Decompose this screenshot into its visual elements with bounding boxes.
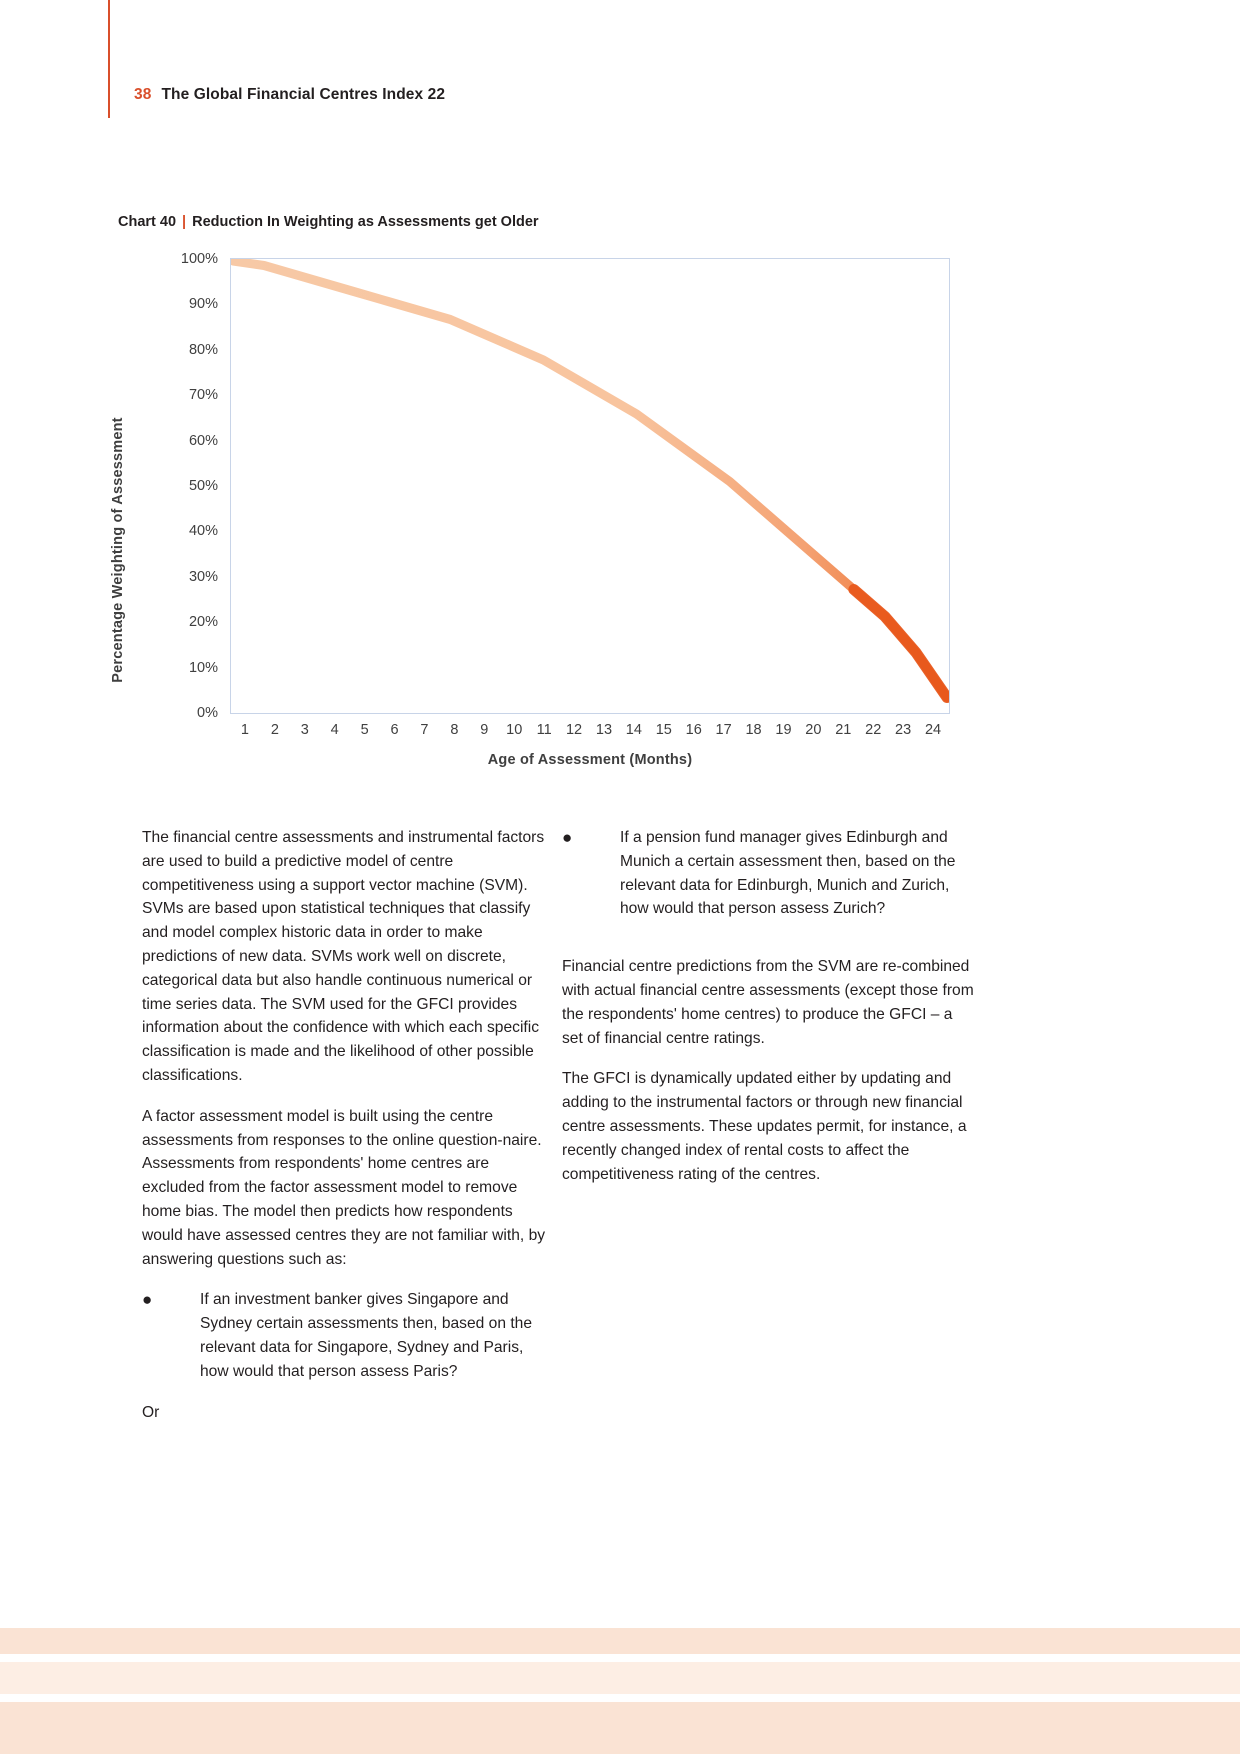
footer-band-middle <box>0 1662 1240 1694</box>
x-tick-label: 13 <box>595 722 613 738</box>
page-number: 38 <box>134 86 152 103</box>
paragraph-svm-description: The financial centre assessments and instrumental factors are used to build a predictive model of centre competitiveness using a support vector machine (SVM). SVMs are based upon statistical techniques that classify and model complex historic data in order to make predictions of new data. SVMs work well on discrete, categorical data but also handle continuous numerical or time series data. The SVM used for the GFCI provides information about the confidence with which each specific classification is made and the likelihood of other possible classifications. <box>142 829 545 1084</box>
x-tick-label: 19 <box>775 722 792 738</box>
x-tick-label: 23 <box>895 722 912 738</box>
body-column-left <box>142 826 552 1441</box>
x-axis-title: Age of Assessment (Months) <box>487 752 693 768</box>
chart-40 <box>110 250 998 790</box>
x-tick-label: 18 <box>745 722 762 738</box>
y-tick-label: 20% <box>188 614 218 631</box>
x-tick-label: 20 <box>805 722 822 738</box>
or-connector-text: Or <box>142 1403 160 1421</box>
header-accent-rule <box>108 0 110 118</box>
y-tick-label: 50% <box>188 478 218 494</box>
footer-band-lower <box>0 1702 1240 1754</box>
bullet-investment-banker-text: If an investment banker gives Singapore and Sydney certain assessments then, based on the relevant data for Singapore, Sydney and Paris, how would that person assess Paris? <box>200 1291 532 1380</box>
chart-caption-title: Reduction In Weighting as Assessments get Older <box>192 214 539 230</box>
x-tick-label: 24 <box>924 722 942 738</box>
x-axis-tick-labels <box>230 722 950 748</box>
bullet-investment-banker <box>142 1288 552 1383</box>
y-tick-label: 40% <box>188 523 218 540</box>
footer-band-upper <box>0 1628 1240 1654</box>
x-tick-label: 11 <box>536 722 552 738</box>
y-tick-label: 100% <box>180 251 218 267</box>
x-tick-label: 15 <box>655 722 672 738</box>
x-tick-label: 7 <box>420 722 429 738</box>
x-tick-label: 2 <box>270 722 279 738</box>
x-tick-label: 1 <box>240 722 249 738</box>
body-column-right <box>562 826 976 1203</box>
document-title: The Global Financial Centres Index 22 <box>161 86 446 103</box>
x-tick-label: 16 <box>685 722 702 738</box>
x-tick-label: 6 <box>390 722 399 738</box>
chart-caption <box>118 214 539 230</box>
x-tick-label: 4 <box>330 722 339 738</box>
paragraph-factor-model: A factor assessment model is built using the centre assessments from responses to the online question-naire. Assessments from respondents' home centres are excluded from the factor assessment model to remove home bias. The model then predicts how respondents would have assessed centres they are not familiar with, by answering questions such as: <box>142 1107 546 1268</box>
x-tick-label: 22 <box>865 722 882 738</box>
x-tick-label: 12 <box>565 722 583 738</box>
y-tick-label: 60% <box>188 432 218 449</box>
y-tick-label: 90% <box>188 296 218 313</box>
page-header <box>134 86 445 104</box>
y-axis-tick-labels <box>148 251 218 721</box>
x-tick-label: 5 <box>360 722 369 738</box>
chart-caption-separator: | <box>182 214 187 230</box>
y-tick-label: 80% <box>188 341 218 358</box>
chart-series-line <box>233 261 947 698</box>
chart-plot-area <box>230 258 950 714</box>
y-tick-label: 70% <box>188 387 218 404</box>
bullet-pension-fund-manager-text: If a pension fund manager gives Edinburgh and Munich a certain assessment then, based on the relevant data for Edinburgh, Munich and Zurich, how would that person assess Zurich? <box>620 829 956 918</box>
x-tick-label: 21 <box>835 722 852 738</box>
bullet-dot-icon: ● <box>562 828 573 847</box>
bullet-dot-icon: ● <box>142 1290 153 1310</box>
x-tick-label: 14 <box>625 722 642 738</box>
x-tick-label: 3 <box>300 722 309 738</box>
y-axis-title: Percentage Weighting of Assessment <box>110 417 126 683</box>
paragraph-gfci-updates: The GFCI is dynamically updated either by updating and adding to the instrumental factors or through new financial centre assessments. These updates permit, for instance, a recently changed index of rental costs to affect the competitiveness rating of the centres. <box>562 1070 967 1183</box>
y-tick-label: 30% <box>188 568 218 585</box>
y-tick-label: 10% <box>188 659 218 676</box>
bullet-pension-fund-manager <box>562 826 976 921</box>
x-tick-label: 9 <box>480 722 489 738</box>
x-tick-label: 10 <box>506 722 523 738</box>
chart-line-svg <box>231 259 949 713</box>
chart-series-line-tail <box>854 590 947 698</box>
chart-caption-label: Chart 40 <box>118 214 177 230</box>
paragraph-svm-recombination: Financial centre predictions from the SVM are re-combined with actual financial centre assessments (except those from the respondents' home centres) to produce the GFCI – a set of financial centre ratings. <box>562 958 974 1047</box>
y-tick-label: 0% <box>197 705 218 721</box>
x-tick-label: 17 <box>715 722 732 738</box>
x-tick-label: 8 <box>450 722 459 738</box>
